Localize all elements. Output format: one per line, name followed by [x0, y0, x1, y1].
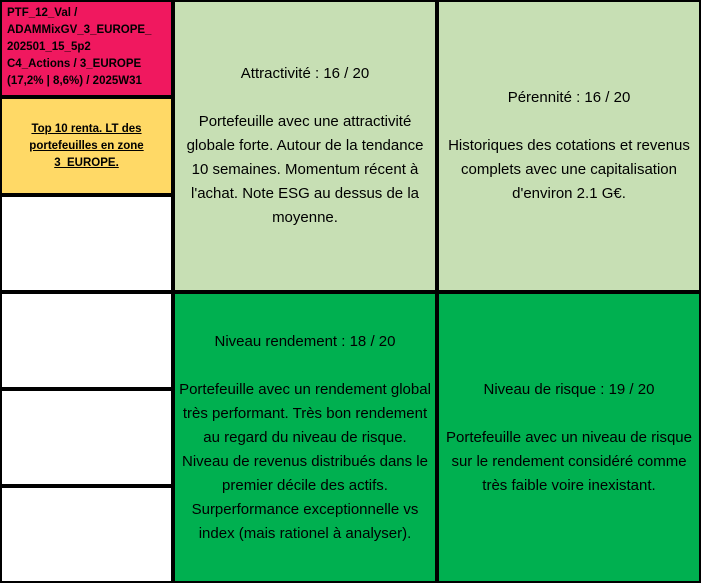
- empty-cell: [0, 389, 173, 486]
- portfolio-line: (17,2% | 8,6%) / 2025W31: [7, 75, 142, 87]
- risque-title: Niveau de risque : 19 / 20: [483, 380, 655, 398]
- empty-cell: [0, 486, 173, 583]
- portfolio-line: ADAMMixGV_3_EUROPE_: [7, 24, 152, 36]
- portfolio-line: C4_Actions / 3_EUROPE: [7, 58, 142, 70]
- empty-cell: [0, 292, 173, 389]
- perennite-text: Historiques des cotations et revenus complets avec une capitalisation d'environ 2.1 G€.: [448, 137, 690, 202]
- empty-cell: [0, 195, 173, 292]
- highlight-label: Top 10 renta. LT des portefeuilles en zone 3_EUROPE.: [29, 122, 144, 169]
- rendement-text: Portefeuille avec un rendement global très performant. Très bon rendement au regard du niveau de risque. Niveau de revenus distribués dans le premier décile des actifs. Surperformance exceptionnelle vs index (mais rationel à analyser).: [179, 380, 431, 542]
- highlight-cell: [0, 97, 173, 195]
- risque-text: Portefeuille avec un niveau de risque sur le rendement considéré comme très faible voire inexistant.: [446, 428, 692, 494]
- rendement-title: Niveau rendement : 18 / 20: [214, 332, 396, 350]
- rendement-cell: [173, 292, 437, 583]
- perennite-cell: [437, 0, 701, 292]
- risque-cell: [437, 292, 701, 583]
- perennite-title: Pérennité : 16 / 20: [507, 89, 631, 106]
- attractivite-title: Attractivité : 16 / 20: [240, 65, 370, 82]
- portfolio-line: 202501_15_5p2: [7, 41, 91, 53]
- portfolio-id-cell: [0, 0, 173, 97]
- portfolio-line: PTF_12_Val /: [7, 7, 78, 19]
- attractivite-cell: [173, 0, 437, 292]
- attractivite-text: Portefeuille avec une attractivité globale forte. Autour de la tendance 10 semaines. Momentum récent à l'achat. Note ESG au dessus de la moyenne.: [186, 113, 424, 226]
